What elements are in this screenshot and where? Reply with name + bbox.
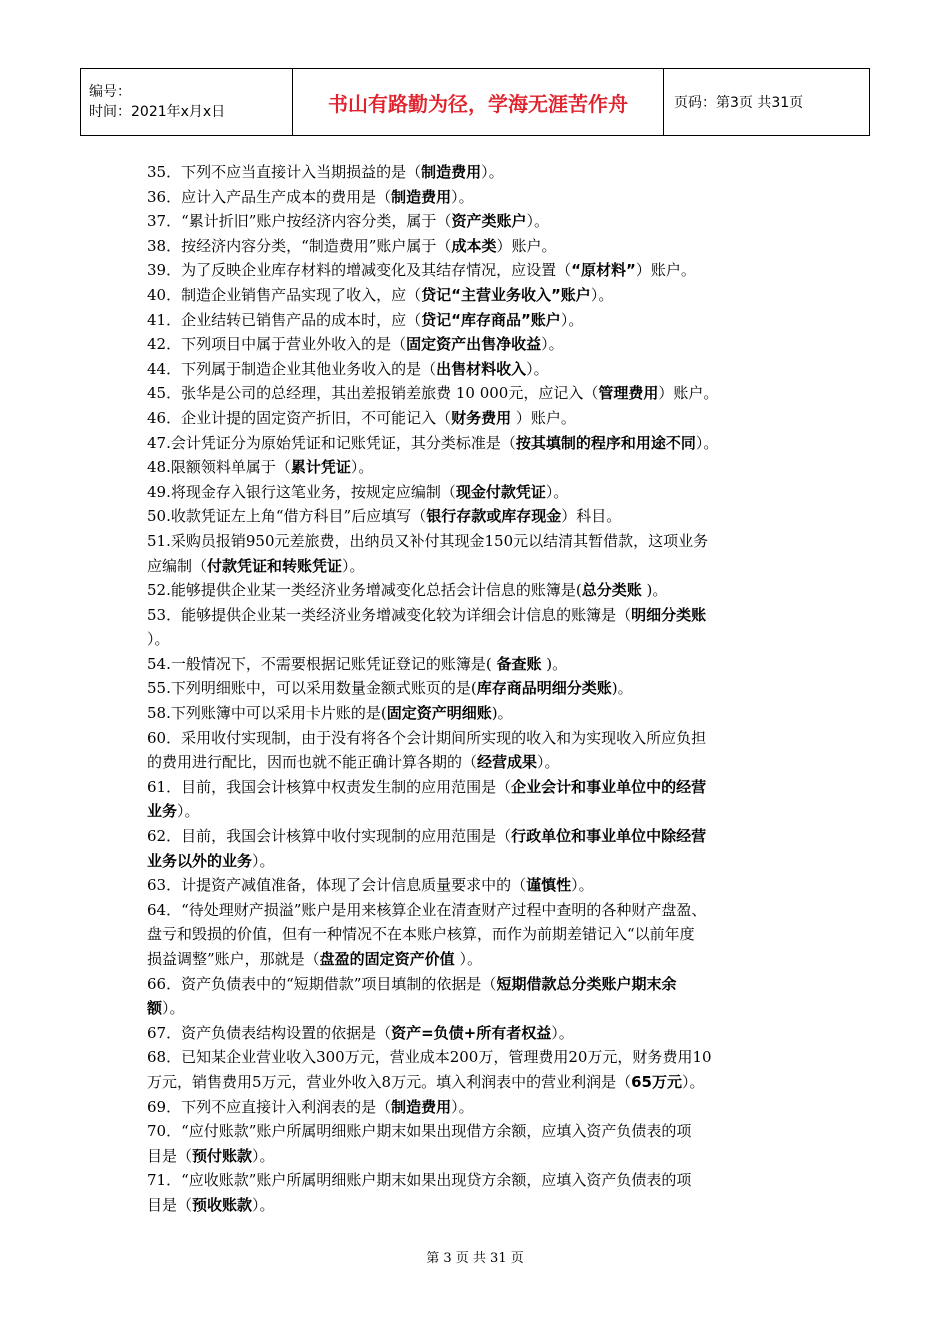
question-text: 60．采用收付实现制，由于没有将各个会计期间所实现的收入和为实现收入所应负担 bbox=[147, 728, 707, 747]
question-text: 69．下列不应直接计入利润表的是（ bbox=[147, 1097, 392, 1116]
question-text: 64．“待处理财产损溢”账户是用来核算企业在清查财产过程中查明的各种财产盘盈、 bbox=[147, 900, 707, 919]
header-meta bbox=[81, 69, 293, 136]
text-line bbox=[147, 775, 812, 800]
answer-text: 额 bbox=[147, 999, 163, 1018]
question-text: 50.收款凭证左上角“借方科目”后应填写（ bbox=[147, 507, 427, 526]
answer-text: 成本类 bbox=[451, 236, 497, 255]
header-table bbox=[80, 68, 870, 136]
question-text: 44．下列属于制造企业其他业务收入的是（ bbox=[147, 359, 437, 378]
question-text: ）。 bbox=[342, 556, 365, 575]
text-line bbox=[147, 996, 812, 1021]
question-text: 48.限额领料单属于（ bbox=[147, 458, 291, 477]
question-text: ）。 bbox=[252, 851, 275, 870]
answer-text: 按其填制的程序和用途不同 bbox=[515, 433, 696, 452]
answer-text: 预收账款 bbox=[192, 1195, 253, 1214]
question-text: 37．“累计折旧”账户按经济内容分类，属于（ bbox=[147, 212, 452, 231]
question-text: ）。 bbox=[571, 876, 594, 895]
answer-text: 管理费用 bbox=[598, 384, 659, 403]
question-text: ）科目。 bbox=[561, 507, 622, 526]
question-text: )。 bbox=[541, 654, 568, 673]
text-line bbox=[147, 799, 812, 824]
question-text: ）。 bbox=[350, 458, 374, 477]
question-text: ）。 bbox=[252, 1195, 275, 1214]
question-text: 51.采购员报销950元差旅费，出纳员又补付其现金150元以结清其暂借款，这项业务 bbox=[147, 531, 709, 550]
answer-text: 明细分类账 bbox=[631, 605, 707, 624]
question-text: 71．“应收账款”账户所属明细账户期末如果出现贷方余额，应填入资产负债表的项 bbox=[147, 1171, 692, 1190]
page-footer: 第 3 页 共 31 页 bbox=[426, 1251, 524, 1266]
text-line bbox=[147, 701, 812, 726]
question-text: 55.下列明细账中，可以采用数量金额式账页的是( bbox=[147, 679, 477, 698]
question-text: 盘亏和毁损的价值，但有一种情况不在本账户核算，而作为前期差错记入“以前年度 bbox=[147, 925, 695, 944]
question-text: 应编制（ bbox=[147, 556, 208, 575]
answer-text: 65万元 bbox=[631, 1072, 682, 1091]
question-text: 47.会计凭证分为原始凭证和记账凭证，其分类标准是（ bbox=[147, 433, 516, 452]
answer-text: 付款凭证和转账凭证 bbox=[207, 556, 343, 575]
doc-date-label: 时间：2021年x月x日 bbox=[89, 104, 226, 120]
text-line bbox=[147, 1168, 812, 1193]
answer-text: 财务费用 bbox=[451, 408, 512, 427]
question-text: ）账户。 bbox=[658, 384, 719, 403]
text-line bbox=[147, 431, 812, 456]
answer-text: 制造费用 bbox=[391, 187, 452, 206]
question-text: 39．为了反映企业库存材料的增减变化及其结存情况，应设置（ bbox=[147, 261, 572, 280]
question-text: )。 bbox=[611, 679, 633, 698]
text-line bbox=[147, 209, 812, 234]
text-line bbox=[147, 160, 812, 185]
answer-text: 短期借款总分类账户期末余 bbox=[496, 974, 677, 993]
question-text: 46．企业计提的固定资产折旧，不可能记入（ bbox=[147, 408, 452, 427]
question-text: ）。 bbox=[551, 1023, 574, 1042]
text-line bbox=[147, 578, 812, 603]
answer-text: 盘盈的固定资产价值 bbox=[319, 950, 455, 968]
header-motto: 书山有路勤为径，学海无涯苦作舟 bbox=[293, 69, 664, 136]
text-line bbox=[147, 652, 812, 677]
question-text: ）。 bbox=[590, 285, 614, 304]
text-line bbox=[147, 1144, 812, 1169]
question-text: 38．按经济内容分类，“制造费用”账户属于（ bbox=[147, 236, 452, 255]
question-text: ）。 bbox=[526, 359, 549, 378]
question-text: 63．计提资产减值准备，体现了会计信息质量要求中的（ bbox=[147, 876, 527, 895]
question-text: 35．下列不应当直接计入当期损益的是（ bbox=[147, 163, 422, 181]
question-list bbox=[147, 160, 812, 1218]
text-line bbox=[147, 1070, 812, 1095]
answer-text: 资产类账户 bbox=[451, 212, 527, 231]
question-text: ）。 bbox=[451, 187, 474, 206]
answer-text: 行政单位和事业单位中除经营 bbox=[511, 827, 707, 846]
question-text: 损益调整”账户，那就是（ bbox=[147, 950, 320, 968]
question-text: ）。 bbox=[560, 310, 584, 329]
question-text: 40．制造企业销售产品实现了收入，应（ bbox=[147, 285, 422, 304]
question-text: 41．企业结转已销售产品的成本时，应（ bbox=[147, 310, 422, 329]
answer-text: 贷记“主营业务收入”账户 bbox=[421, 285, 591, 304]
answer-text: 制造费用 bbox=[391, 1097, 452, 1116]
answer-text: 业务 bbox=[147, 802, 178, 821]
question-text: 36．应计入产品生产成本的费用是（ bbox=[147, 187, 392, 206]
text-line bbox=[147, 873, 812, 898]
text-line bbox=[147, 922, 812, 947]
text-line bbox=[147, 529, 812, 554]
question-text: 42．下列项目中属于营业外收入的是（ bbox=[147, 335, 407, 354]
question-text: ）账户。 bbox=[511, 408, 576, 427]
text-line bbox=[147, 972, 812, 997]
question-text: ）。 bbox=[481, 163, 504, 181]
text-line bbox=[147, 824, 812, 849]
answer-text: 总分类账 bbox=[581, 581, 642, 600]
answer-text: 贷记“库存商品”账户 bbox=[421, 310, 561, 329]
question-text: ）。 bbox=[526, 212, 549, 231]
answer-text: “原材料” bbox=[571, 261, 636, 280]
answer-text: 库存商品明细分类账 bbox=[476, 679, 612, 698]
question-text: ）。 bbox=[454, 950, 482, 968]
question-text: 58.下列账簿中可以采用卡片账的是( bbox=[147, 704, 387, 723]
answer-text: 谨慎性 bbox=[526, 876, 572, 895]
text-line bbox=[147, 603, 812, 628]
answer-text: 业务以外的业务 bbox=[147, 851, 253, 870]
text-line bbox=[147, 332, 812, 357]
text-line bbox=[147, 406, 812, 431]
text-line bbox=[147, 1021, 812, 1046]
header-page-label: 页码：第3页 共31页 bbox=[664, 69, 870, 136]
text-line bbox=[147, 1095, 812, 1120]
question-text: ）。 bbox=[695, 433, 719, 452]
text-line bbox=[147, 381, 812, 406]
question-text: 68．已知某企业营业收入300万元，营业成本200万，管理费用20万元，财务费用10 bbox=[147, 1048, 712, 1067]
answer-text: 现金付款凭证 bbox=[455, 482, 546, 501]
text-line bbox=[147, 726, 812, 751]
text-line bbox=[147, 308, 812, 333]
text-line bbox=[147, 1119, 812, 1144]
answer-text: 出售材料收入 bbox=[436, 359, 527, 378]
question-text: 70．“应付账款”账户所属明细账户期末如果出现借方余额，应填入资产负债表的项 bbox=[147, 1122, 692, 1141]
text-line bbox=[147, 676, 812, 701]
question-text: )。 bbox=[491, 704, 513, 723]
answer-text: 企业会计和事业单位中的经营 bbox=[511, 777, 707, 796]
question-text: ）。 bbox=[252, 1146, 275, 1165]
text-line bbox=[147, 258, 812, 283]
question-text: 52.能够提供企业某一类经济业务增减变化总括会计信息的账簿是( bbox=[147, 581, 582, 600]
text-line bbox=[147, 185, 812, 210]
answer-text: 固定资产明细账 bbox=[386, 704, 492, 723]
text-line bbox=[147, 750, 812, 775]
question-text: 万元，销售费用5万元，营业外收入8万元。填入利润表中的营业利润是（ bbox=[147, 1072, 632, 1091]
answer-text: 累计凭证 bbox=[290, 458, 351, 477]
text-line bbox=[147, 504, 812, 529]
question-text: 67．资产负债表结构设置的依据是（ bbox=[147, 1023, 392, 1042]
question-text: ）。 bbox=[177, 802, 200, 821]
text-line bbox=[147, 283, 812, 308]
text-line bbox=[147, 357, 812, 382]
text-line bbox=[147, 480, 812, 505]
text-line bbox=[147, 849, 812, 874]
question-text: 53．能够提供企业某一类经济业务增减变化较为详细会计信息的账簿是（ bbox=[147, 605, 632, 624]
question-text: 45．张华是公司的总经理，其出差报销差旅费 10 000元，应记入（ bbox=[147, 384, 599, 403]
answer-text: 备查账 bbox=[496, 654, 542, 673]
question-text: 61．目前，我国会计核算中权责发生制的应用范围是（ bbox=[147, 777, 512, 796]
answer-text: 固定资产出售净收益 bbox=[406, 335, 542, 354]
question-text: ）。 bbox=[537, 753, 560, 772]
text-line bbox=[147, 1193, 812, 1218]
answer-text: 资产=负债+所有者权益 bbox=[391, 1023, 552, 1042]
question-text: ）。 bbox=[147, 630, 170, 649]
answer-text: 预付账款 bbox=[192, 1146, 253, 1165]
question-text: 66．资产负债表中的“短期借款”项目填制的依据是（ bbox=[147, 974, 497, 993]
text-line bbox=[147, 234, 812, 259]
answer-text: 经营成果 bbox=[477, 753, 538, 772]
question-text: )。 bbox=[641, 581, 668, 600]
question-text: ）。 bbox=[545, 482, 569, 501]
question-text: 54.一般情况下，不需要根据记账凭证登记的账簿是( bbox=[147, 654, 497, 673]
text-line bbox=[147, 898, 812, 923]
question-text: ）。 bbox=[541, 335, 564, 354]
text-line bbox=[147, 1045, 812, 1070]
question-text: ）。 bbox=[451, 1097, 474, 1116]
text-line bbox=[147, 554, 812, 579]
answer-text: 制造费用 bbox=[421, 163, 482, 181]
question-text: 62．目前，我国会计核算中收付实现制的应用范围是（ bbox=[147, 827, 512, 846]
question-text: 的费用进行配比，因而也就不能正确计算各期的（ bbox=[147, 753, 478, 772]
question-text: 目是（ bbox=[147, 1146, 193, 1165]
doc-number-label: 编号： bbox=[89, 84, 131, 100]
text-line bbox=[147, 455, 812, 480]
question-text: ）账户。 bbox=[496, 236, 557, 255]
question-text: 49.将现金存入银行这笔业务，按规定应编制（ bbox=[147, 482, 456, 501]
answer-text: 银行存款或库存现金 bbox=[426, 507, 562, 526]
question-text: ）。 bbox=[162, 999, 185, 1018]
text-line bbox=[147, 627, 812, 652]
question-text: 目是（ bbox=[147, 1195, 193, 1214]
question-text: ）。 bbox=[681, 1072, 705, 1091]
question-text: ）账户。 bbox=[635, 261, 696, 280]
text-line bbox=[147, 947, 812, 972]
